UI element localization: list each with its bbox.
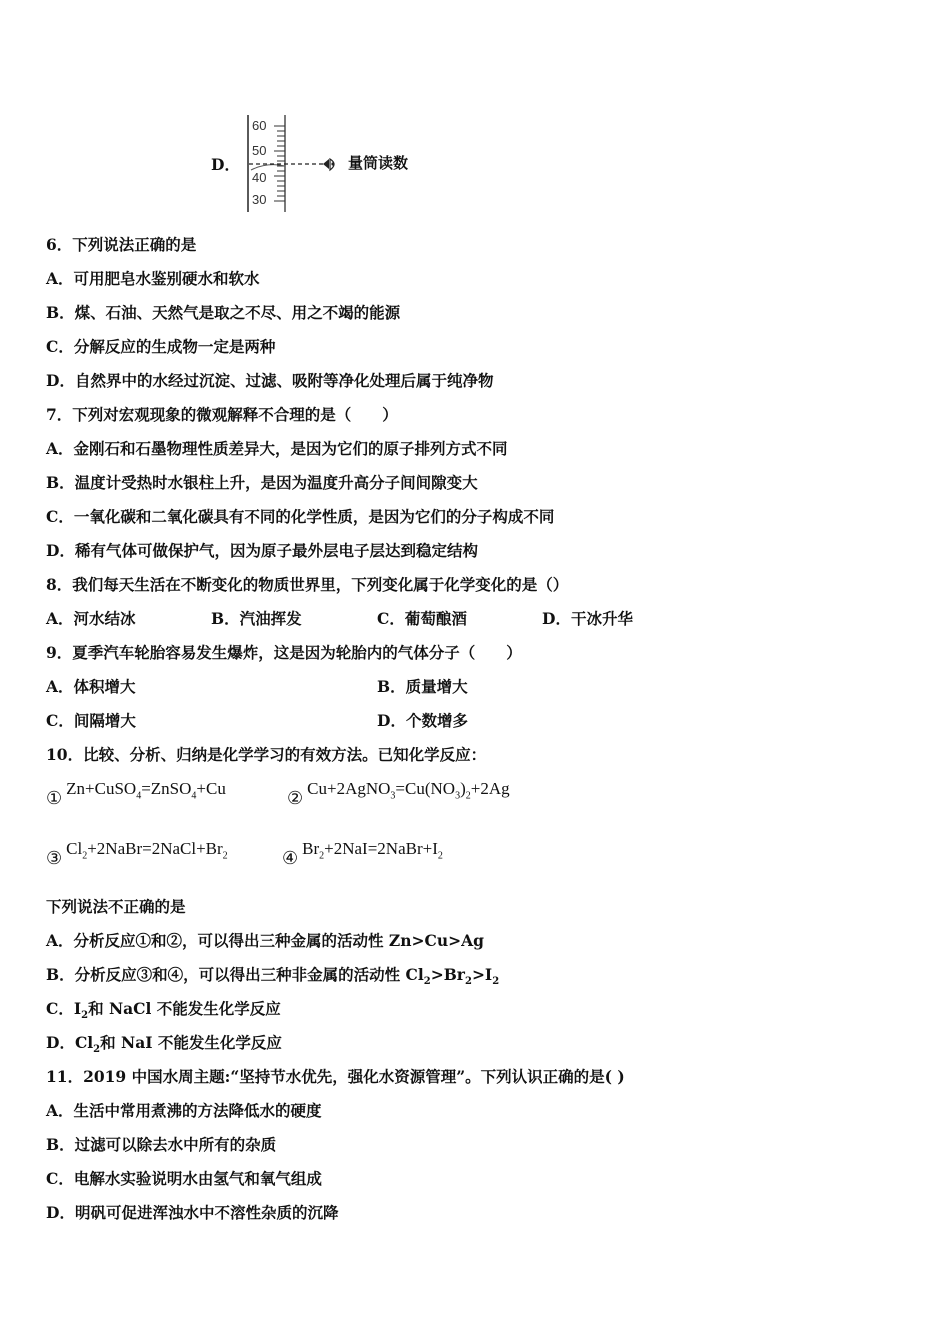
question-11-option-b: B．过滤可以除去水中所有的杂质 [46,1135,277,1154]
reaction-3: ③ $Cl_2+2NaBr=2NaCl+Br_2$ [46,839,228,868]
question-10-option-c: C．$I_2$和 NaCl 不能发生化学反应 [46,999,281,1022]
question-8-option-d: D．干冰升华 [542,609,633,628]
reaction-2: ② $Cu+2AgNO_3=Cu(NO_3)_2+2Ag$ [287,779,510,808]
question-6-option-b: B．煤、石油、天然气是取之不尽、用之不竭的能源 [46,303,401,322]
question-8-option-c: C．葡萄酿酒 [377,609,467,628]
question-9-stem: 9．夏季汽车轮胎容易发生爆炸，这是因为轮胎内的气体分子（ ） [46,643,522,662]
question-10-sub-stem: 下列说法不正确的是 [46,897,186,916]
reaction-number: ② [287,788,304,808]
question-9-option-c: C．间隔增大 [46,711,136,730]
figure-option-label: D． [211,155,240,174]
question-8-option-b: B．汽油挥发 [211,609,302,628]
tick-label: 30 [252,192,267,207]
question-10-option-b: B．分析反应③和④，可以得出三种非金属的活动性 $Cl_2>Br_2>I_2$ [46,965,500,988]
reaction-4: ④ $Br_2+2NaI=2NaBr+I_2$ [282,839,443,868]
question-10-option-d: D．$Cl_2$和 NaI 不能发生化学反应 [46,1033,282,1056]
tick-label: 60 [252,118,267,133]
figure-caption: 量筒读数 [348,154,409,172]
question-11-option-a: A．生活中常用煮沸的方法降低水的硬度 [46,1101,322,1120]
question-7-option-b: B．温度计受热时水银柱上升，是因为温度升高分子间间隙变大 [46,473,478,492]
question-6-option-c: C．分解反应的生成物一定是两种 [46,337,276,356]
question-6-option-d: D．自然界中的水经过沉淀、过滤、吸附等净化处理后属于纯净物 [46,371,494,390]
question-9-option-d: D．个数增多 [377,711,468,730]
reaction-1: ① Zn+CuSO$_4$=ZnSO$_4$+Cu [46,779,226,808]
tick-label: 40 [252,170,267,185]
question-10-option-a: A．分析反应①和②，可以得出三种金属的活动性 Zn>Cu>Ag [46,931,484,950]
reaction-number: ① [46,788,63,808]
question-8-option-a: A．河水结冰 [46,609,136,628]
cylinder-drawing [205,112,445,217]
question-11-stem: 11．2019 中国水周主题:“坚持节水优先，强化水资源管理”。下列认识正确的是( ) [46,1067,625,1086]
question-9-option-b: B．质量增大 [377,677,468,696]
question-11-option-c: C．电解水实验说明水由氢气和氧气组成 [46,1169,322,1188]
question-9-option-a: A．体积增大 [46,677,136,696]
tick-label: 50 [252,143,267,158]
question-7-option-a: A．金刚石和石墨物理性质差异大，是因为它们的原子排列方式不同 [46,439,508,458]
reaction-number: ④ [282,848,299,868]
question-7-option-c: C．一氧化碳和二氧化碳具有不同的化学性质，是因为它们的分子构成不同 [46,507,555,526]
reaction-number: ③ [46,848,63,868]
question-8-stem: 8．我们每天生活在不断变化的物质世界里，下列变化属于化学变化的是（） [46,575,569,594]
question-7-option-d: D．稀有气体可做保护气，因为原子最外层电子层达到稳定结构 [46,541,478,560]
question-6-stem: 6．下列说法正确的是 [46,235,197,254]
question-11-option-d: D．明矾可促进浑浊水中不溶性杂质的沉降 [46,1203,339,1222]
question-7-stem: 7．下列对宏观现象的微观解释不合理的是（ ） [46,405,398,424]
cylinder-figure [205,112,445,217]
question-6-option-a: A．可用肥皂水鉴别硬水和软水 [46,269,260,288]
question-10-stem: 10．比较、分析、归纳是化学学习的有效方法。已知化学反应： [46,745,487,764]
